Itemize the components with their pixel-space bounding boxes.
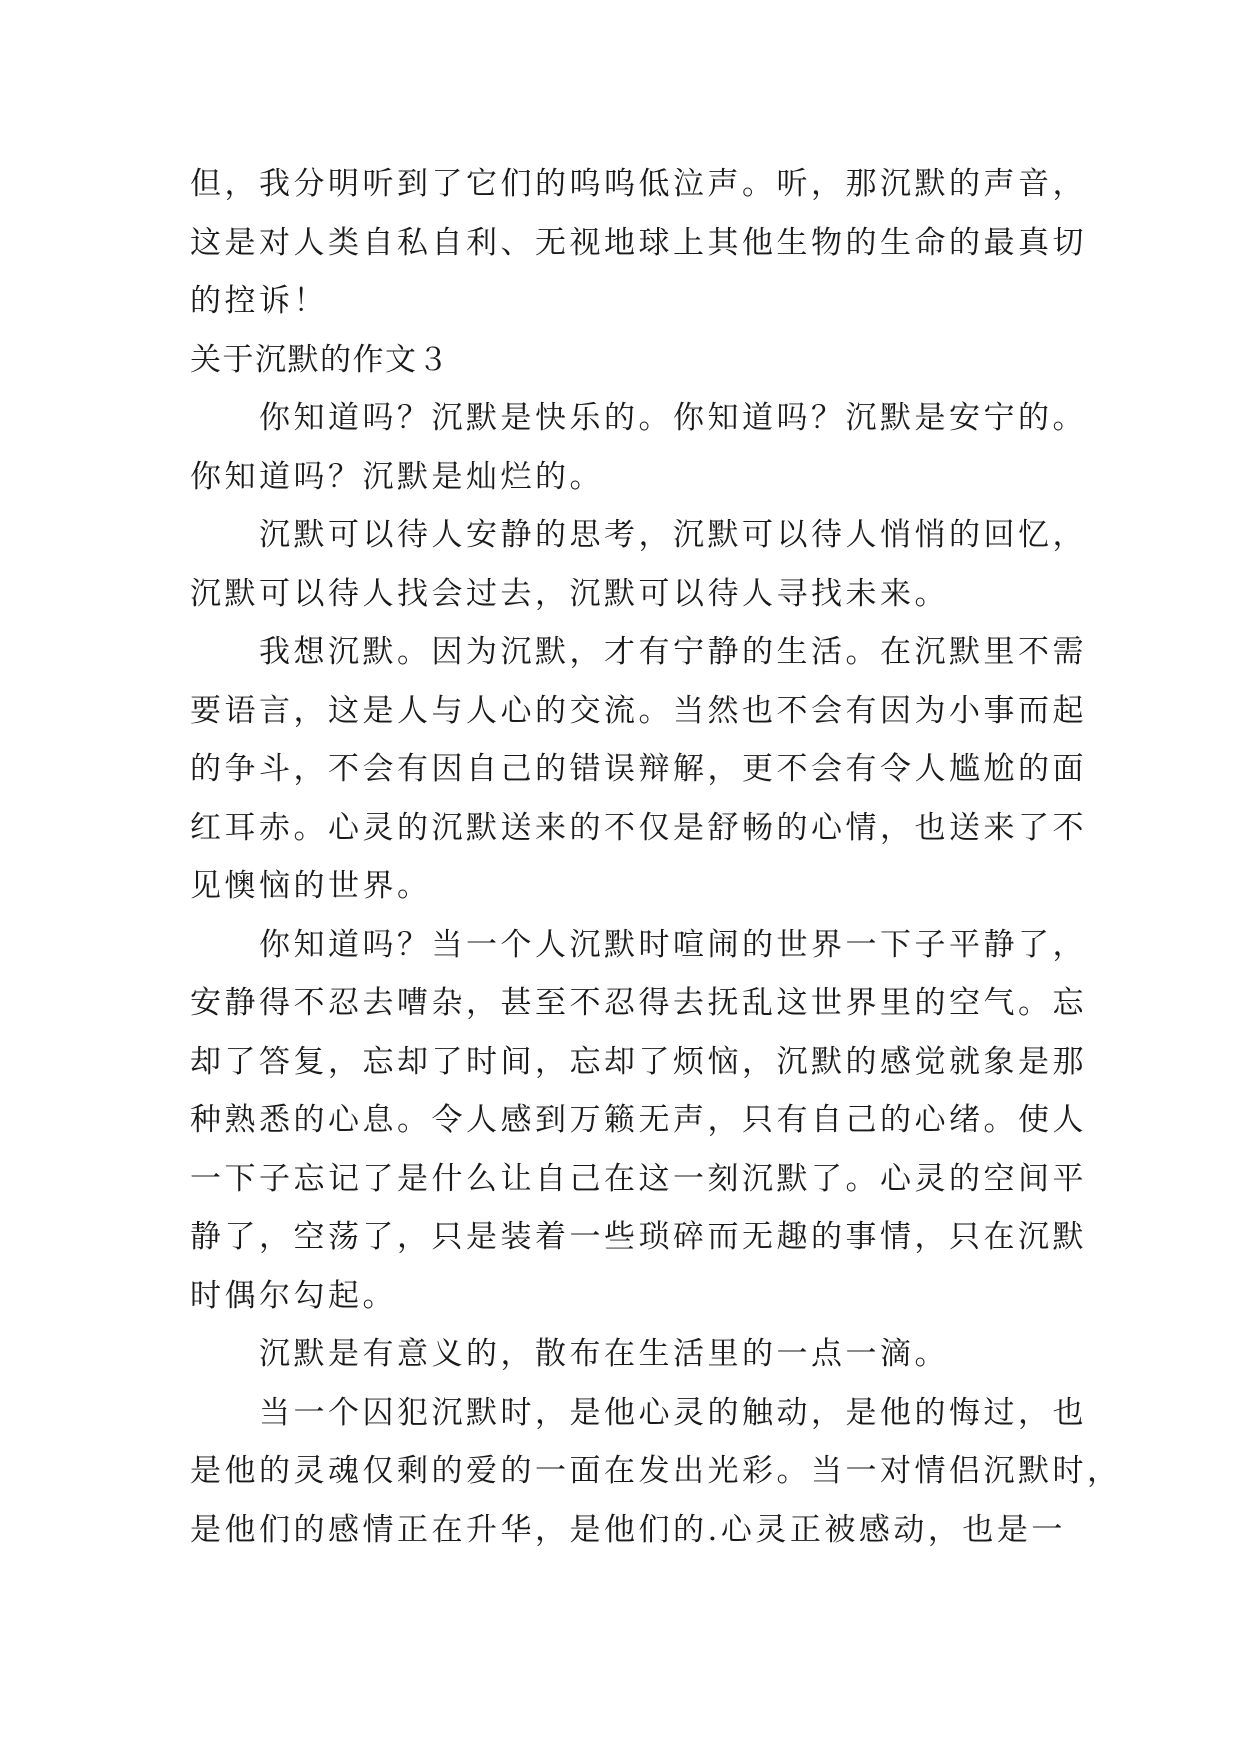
section-heading: 关于沉默的作文３ [190,341,450,378]
text-line: 种熟悉的心息。令人感到万籁无声，只有自己的心绪。使人 [190,1102,1087,1138]
text-line: 沉默可以待人安静的思考，沉默可以待人悄悄的回忆， [190,517,1087,553]
text-line: 是他们的感情正在升华，是他们的.心灵正被感动，也是一 [190,1511,1066,1548]
text-line: 我想沉默。因为沉默，才有宁静的生活。在沉默里不需 [190,634,1087,670]
text-line: 你知道吗？沉默是灿烂的。 [190,458,604,495]
text-line: 这是对人类自私自利、无视地球上其他生物的生命的最真切 [190,224,1087,261]
text-line: 时偶尔勾起。 [190,1277,397,1314]
text-line: 是他的灵魂仅剩的爱的一面在发出光彩。当一对情侣沉默时， [190,1453,1122,1489]
text-line: 当一个囚犯沉默时，是他心灵的触动，是他的悔过，也 [190,1394,1087,1431]
text-line: 但，我分明听到了它们的呜呜低泣声。听，那沉默的声音， [190,166,1087,202]
text-line: 一下子忘记了是什么让自己在这一刻沉默了。心灵的空间平 [190,1160,1087,1197]
document-body [190,155,1122,1559]
text-line: 你知道吗？当一个人沉默时喧闹的世界一下子平静了， [190,926,1087,963]
text-line: 安静得不忍去嘈杂，甚至不忍得去抚乱这世界里的空气。忘 [190,985,1087,1021]
text-line: 沉默是有意义的，散布在生活里的一点一滴。 [190,1336,949,1372]
text-line: 静了，空荡了，只是装着一些琐碎而无趣的事情，只在沉默 [190,1219,1087,1255]
text-line: 你知道吗？沉默是快乐的。你知道吗？沉默是安宁的。 [190,400,1087,436]
text-line: 的争斗，不会有因自己的错误辩解，更不会有令人尴尬的面 [190,751,1087,787]
text-line: 要语言，这是人与人心的交流。当然也不会有因为小事而起 [190,692,1087,729]
text-line: 却了答复，忘却了时间，忘却了烦恼，沉默的感觉就象是那 [190,1043,1087,1080]
text-line: 的控诉！ [190,283,328,319]
text-line: 沉默可以待人找会过去，沉默可以待人寻找未来。 [190,575,949,612]
text-line: 红耳赤。心灵的沉默送来的不仅是舒畅的心情，也送来了不 [190,809,1087,846]
text-line: 见懊恼的世界。 [190,868,432,904]
